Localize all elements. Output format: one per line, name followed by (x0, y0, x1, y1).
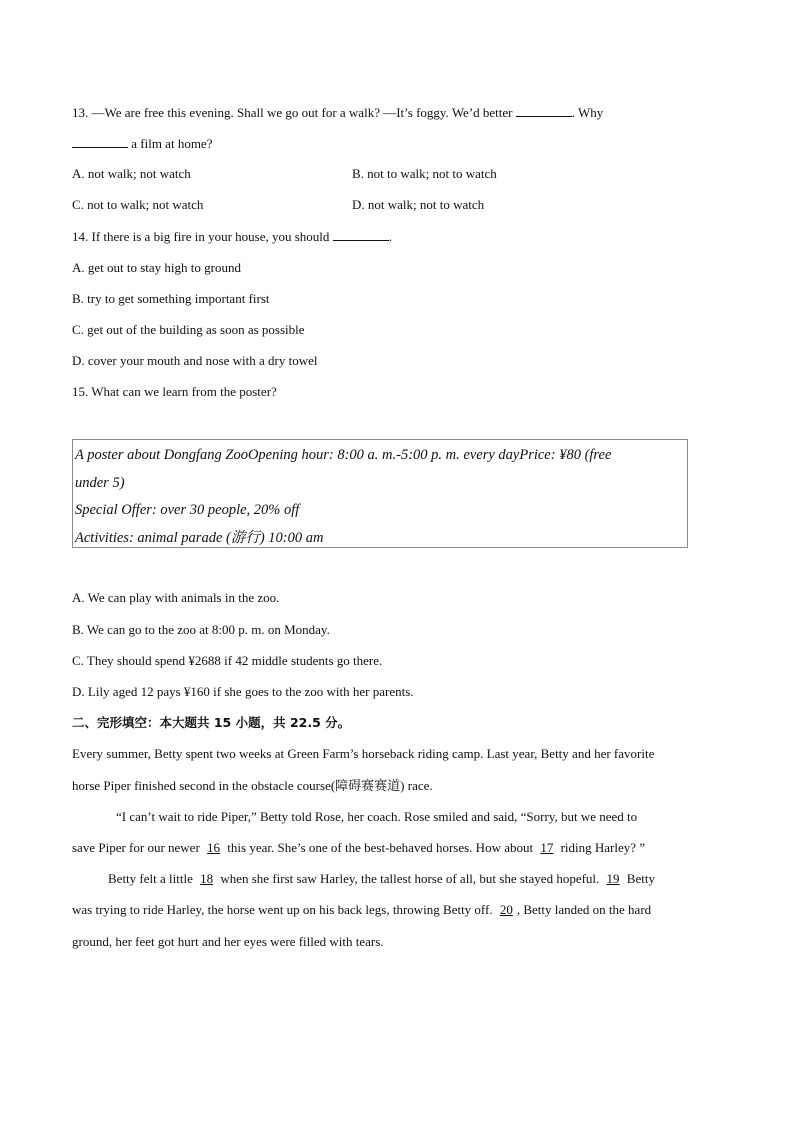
answer-blank (72, 135, 128, 148)
section-heading: 二、完形填空：本大题共 15 小题，共 22.5 分。 (72, 715, 351, 730)
q14-option-d: D. cover your mouth and nose with a dry towel (72, 353, 318, 368)
passage-p3-line1: Betty felt a little 18 when she first saw Harley, the tallest horse of all, but she stayed hopeful. 19 Betty (108, 871, 655, 886)
blank-17: 17 (540, 840, 554, 855)
q13-option-c: C. not to walk; not watch (72, 197, 204, 212)
blank-18: 18 (200, 871, 214, 886)
blank-20: 20 (499, 902, 513, 917)
q15-stem: 15. What can we learn from the poster? (72, 384, 277, 399)
passage-p2-line2: save Piper for our newer 16 this year. She’s one of the best-behaved horses. How about 17 riding Harley? ” (72, 840, 646, 855)
q13-stem-line1: 13. —We are free this evening. Shall we go out for a walk? —It’s foggy. We’d better . Why (72, 105, 604, 120)
q14-option-b: B. try to get something important first (72, 291, 270, 306)
answer-blank (333, 228, 389, 241)
q13-option-a: A. not walk; not watch (72, 166, 191, 181)
q13-stem-line2: a film at home? (72, 135, 212, 152)
q15-option-c: C. They should spend ¥2688 if 42 middle students go there. (72, 653, 383, 668)
passage-p1-line1: Every summer, Betty spent two weeks at Green Farm’s horseback riding camp. Last year, Betty and her favorite (72, 746, 655, 761)
blank-16: 16 (207, 840, 221, 855)
blank-19: 19 (606, 871, 620, 886)
q14-option-a: A. get out to stay high to ground (72, 260, 241, 275)
q15-option-b: B. We can go to the zoo at 8:00 p. m. on Monday. (72, 622, 330, 637)
zoo-poster-box (72, 439, 688, 548)
q15-option-d: D. Lily aged 12 pays ¥160 if she goes to the zoo with her parents. (72, 684, 414, 699)
poster-line-1: A poster about Dongfang ZooOpening hour: 8:00 a. m.-5:00 p. m. every dayPrice: ¥80 (free (75, 447, 612, 463)
answer-blank (516, 104, 572, 117)
q15-option-a: A. We can play with animals in the zoo. (72, 590, 280, 605)
poster-line-2: under 5) (75, 474, 125, 491)
q14-option-c: C. get out of the building as soon as possible (72, 322, 305, 337)
q13-option-b: B. not to walk; not to watch (352, 166, 497, 181)
poster-line-3: Special Offer: over 30 people, 20% off (75, 502, 300, 518)
passage-p2-line1: “I can’t wait to ride Piper,” Betty told Rose, her coach. Rose smiled and said, “Sorry, but we need to (116, 809, 638, 824)
passage-p3-line3: ground, her feet got hurt and her eyes were filled with tears. (72, 934, 384, 949)
poster-line-4: Activities: animal parade (游行) 10:00 am (75, 529, 324, 546)
passage-p1-line2: horse Piper finished second in the obstacle course(障碍赛赛道) race. (72, 778, 433, 793)
q13-option-d: D. not walk; not to watch (352, 197, 485, 212)
q14-stem: 14. If there is a big fire in your house, you should . (72, 229, 392, 244)
passage-p3-line2: was trying to ride Harley, the horse went up on his back legs, throwing Betty off. 20 , Betty landed on the hard (72, 902, 652, 917)
